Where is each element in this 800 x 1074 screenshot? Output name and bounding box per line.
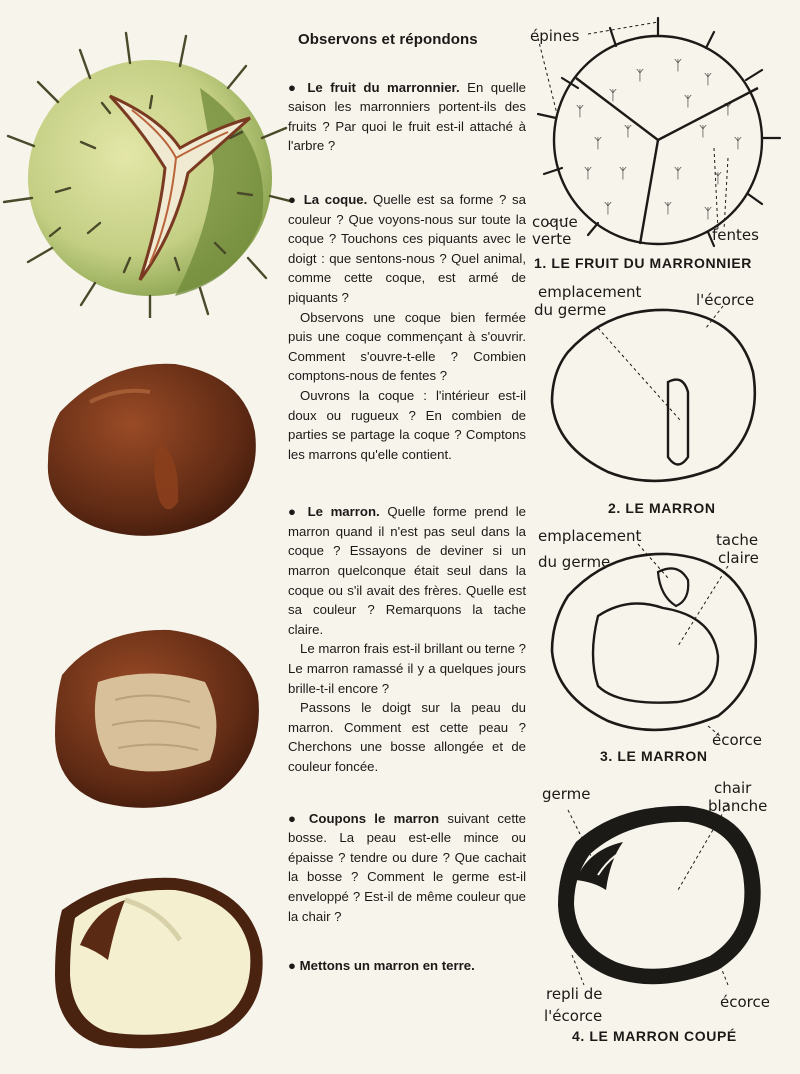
label-blanche: blanche <box>708 797 768 815</box>
husk-illustration <box>0 18 290 318</box>
label-ecorce: l'écorce <box>696 291 755 309</box>
svg-text:ᛉ: ᛉ <box>608 88 618 104</box>
section-lead: Le fruit du marronnier. <box>307 79 460 95</box>
svg-text:ᛉ: ᛉ <box>703 72 713 88</box>
text-column <box>288 30 526 976</box>
svg-text:ᛉ: ᛉ <box>713 171 723 187</box>
label-claire: claire <box>718 549 759 567</box>
diagram-marron <box>528 282 798 516</box>
chestnut-hilum-image <box>0 620 290 810</box>
chestnut-whole-illustration <box>0 352 290 542</box>
svg-text:ᛉ: ᛉ <box>698 124 708 140</box>
section-coque <box>288 190 526 464</box>
page-heading: Observons et répondons <box>298 31 478 48</box>
section-lead: Mettons un marron en terre. <box>299 958 475 974</box>
svg-text:ᛉ: ᛉ <box>618 166 628 182</box>
bullet-icon: ● <box>288 958 296 974</box>
svg-text:ᛉ: ᛉ <box>673 166 683 182</box>
section-lead: Le marron. <box>307 504 380 520</box>
svg-text:ᛉ: ᛉ <box>663 201 673 217</box>
label-ecorce: écorce <box>712 731 762 749</box>
label-repli-de: repli de <box>546 985 603 1003</box>
chestnut-cut-image <box>0 870 290 1050</box>
label-du-germe: du germe <box>534 301 607 319</box>
svg-text:ᛉ: ᛉ <box>683 94 693 110</box>
caption-diagram-4: 4. LE MARRON COUPÉ <box>572 1028 737 1044</box>
section-coupons <box>288 809 526 927</box>
svg-text:ᛉ: ᛉ <box>635 68 645 84</box>
bullet-icon: ● <box>288 810 301 826</box>
section-fruit <box>288 78 526 156</box>
svg-text:ᛉ: ᛉ <box>603 201 613 217</box>
diagram-marron-coupe <box>528 779 798 1044</box>
label-chair: chair <box>714 779 752 797</box>
label-germe: germe <box>542 785 591 803</box>
svg-text:ᛉ: ᛉ <box>723 102 733 118</box>
diagram-fruit <box>528 18 798 271</box>
label-du-germe: du germe <box>538 553 611 571</box>
caption-diagram-2: 2. LE MARRON <box>608 500 716 516</box>
section-lead: La coque. <box>303 191 368 207</box>
svg-text:ᛉ: ᛉ <box>733 136 743 152</box>
diagram-marron-coupe-drawing <box>528 780 798 1020</box>
section-marron <box>288 502 526 776</box>
label-coque: coque <box>532 213 578 231</box>
caption-diagram-3: 3. LE MARRON <box>600 748 708 764</box>
section-text: Ouvrons la coque : l'intérieur est-il doux ou rugueux ? En combien de parties se partage la coque ? Comptons les marrons qu'elle contient. <box>288 387 526 462</box>
chestnut-cut-illustration <box>0 870 290 1050</box>
section-text: Observons une coque bien fermée puis une coque commençant à s'ouvrir. Comment s'ouvre-t-elle ? Combien comptons-nous de fentes ? <box>288 309 526 384</box>
section-text: suivant cette bosse. La peau est-elle mince ou épaisse ? tendre ou dure ? Que cachait la bosse ? Comment le germe est-il enveloppé ? Est-il de même couleur que la chair ? <box>288 810 527 924</box>
caption-diagram-1: 1. LE FRUIT DU MARRONNIER <box>534 255 752 271</box>
label-ecorce: écorce <box>720 993 770 1011</box>
section-text: Quelle est sa forme ? sa couleur ? Que voyons-nous sur toute la coque ? Touchons ces piquants avec le doigt : que sentons-nous ? Quel animal, comme cette coque, est armé de piquants ? <box>288 191 526 305</box>
label-tache: tache <box>716 531 759 549</box>
label-verte: verte <box>532 230 572 248</box>
label-emplacement: emplacement <box>538 283 642 301</box>
section-lead: Coupons le marron <box>308 810 440 826</box>
svg-text:ᛉ: ᛉ <box>703 206 713 222</box>
bullet-icon: ● <box>288 504 300 520</box>
section-text: Le marron frais est-il brillant ou terne ? Le marron ramassé il y a quelques jours brille-t-il encore ? <box>288 641 526 696</box>
label-lecorce: l'écorce <box>544 1007 603 1025</box>
label-fentes: fentes <box>712 226 759 244</box>
svg-text:ᛉ: ᛉ <box>673 58 683 74</box>
section-text: Quelle forme prend le marron quand il n'est pas seul dans la coque ? Essayons de deviner si un marron quelconque était seul dans la coque ou s'il avait des frères. Quelle est sa couleur ? Remarquons la tache claire. <box>288 504 526 637</box>
section-text: En quelle saison les marronniers portent-ils des fruits ? Par quoi le fruit est-il attaché à l'arbre ? <box>288 79 527 154</box>
svg-text:ᛉ: ᛉ <box>583 166 593 182</box>
section-text: Passons le doigt sur la peau du marron. Comment est cette peau ? Cherchons une bosse allongée et de couleur foncée. <box>288 700 526 774</box>
husk-illustration-image <box>0 18 290 318</box>
label-emplacement: emplacement <box>538 527 642 545</box>
chestnut-whole-image <box>0 352 290 542</box>
svg-text:ᛉ: ᛉ <box>593 136 603 152</box>
diagram-marron-tache <box>528 526 798 764</box>
svg-text:ᛉ: ᛉ <box>623 124 633 140</box>
label-epines: épines <box>530 27 580 45</box>
section-terre <box>288 956 526 976</box>
svg-text:ᛉ: ᛉ <box>575 104 585 120</box>
chestnut-hilum-illustration <box>0 620 290 810</box>
bullet-icon: ● <box>288 191 298 207</box>
bullet-icon: ● <box>288 79 300 95</box>
